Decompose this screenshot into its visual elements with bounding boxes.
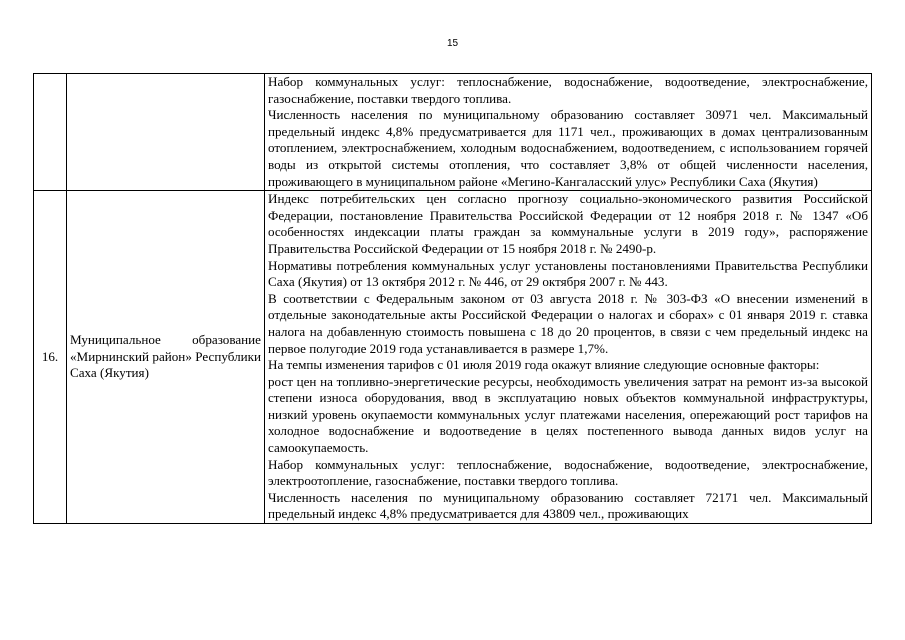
page-number: 15: [446, 38, 459, 49]
paragraph: Набор коммунальных услуг: теплоснабжение, водоснабжение, водоотведение, электроснабжение, электроотопление, газоснабжение, поставки твердого топлива.: [268, 456, 868, 489]
table-row: [34, 74, 872, 191]
paragraph: Численность населения по муниципальному образованию составляет 72171 чел. Максимальный предельный индекс 4,8% предусматривается для 43809 чел., проживающих: [268, 489, 868, 522]
row-number: 16.: [34, 191, 67, 524]
paragraph: Индекс потребительских цен согласно прогнозу социально-экономического развития Российской Федерации, постановление Правительства Российской Федерации от 12 ноября 2018 г. № 1347 «Об особенностях индексации платы граждан за коммунальные услуги в 2019 году», распоряжение Правительства Российской Федерации от 15 ноября 2018 г. № 2490-р.: [268, 191, 868, 256]
description-cell: [265, 74, 872, 191]
paragraph: Численность населения по муниципальному образованию составляет 30971 чел. Максимальный предельный индекс 4,8% предусматривается для 1171 чел., проживающих в домах централизованным отоплением, электроснабжением, холодным водоснабжением, водоотведением, с использованием горячей воды из открытой системы отопления, что составляет 3,8% от общей численности населения, проживающего в муниципальном районе «Мегино-Кангаласский улус» Республики Саха (Якутия): [268, 107, 868, 189]
paragraph: Набор коммунальных услуг: теплоснабжение, водоснабжение, водоотведение, электроснабжение, газоснабжение, поставки твердого топлива.: [268, 74, 868, 106]
municipality-name: Муниципальное образование «Мирнинский район» Республики Саха (Якутия): [67, 191, 265, 524]
table-row: [34, 191, 872, 524]
municipality-name: [67, 74, 265, 191]
paragraph: На темпы изменения тарифов с 01 июля 2019 года окажут влияние следующие основные факторы:: [268, 357, 820, 373]
paragraph: рост цен на топливно-энергетические ресурсы, необходимость увеличения затрат на ремонт из-за высокой степени износа оборудования, ввод в эксплуатацию новых объектов коммунальной инфраструктуры, низкий уровень окупаемости коммунальных услуг платежами населения, опережающий рост тарифов на холодное водоснабжение и водоотведение в целях постепенного вывода данных видов услуг на самоокупаемость.: [268, 373, 868, 456]
paragraph: В соответствии с Федеральным законом от 03 августа 2018 г. № 303-ФЗ «О внесении изменений в отдельные законодательные акты Российской Федерации о налогах и сборах» с 01 января 2019 г. ставка налога на добавленную стоимость повышена с 18 до 20 процентов, в связи с чем предельный индекс на первое полугодие 2019 года устанавливается в размере 1,7%.: [268, 290, 868, 356]
description-cell: [265, 191, 872, 524]
tariff-table: [33, 73, 872, 524]
row-number: [34, 74, 67, 191]
paragraph: Нормативы потребления коммунальных услуг установлены постановлениями Правительства Республики Саха (Якутия) от 13 октября 2012 г. № 446, от 29 октября 2007 г. № 443.: [268, 257, 868, 290]
